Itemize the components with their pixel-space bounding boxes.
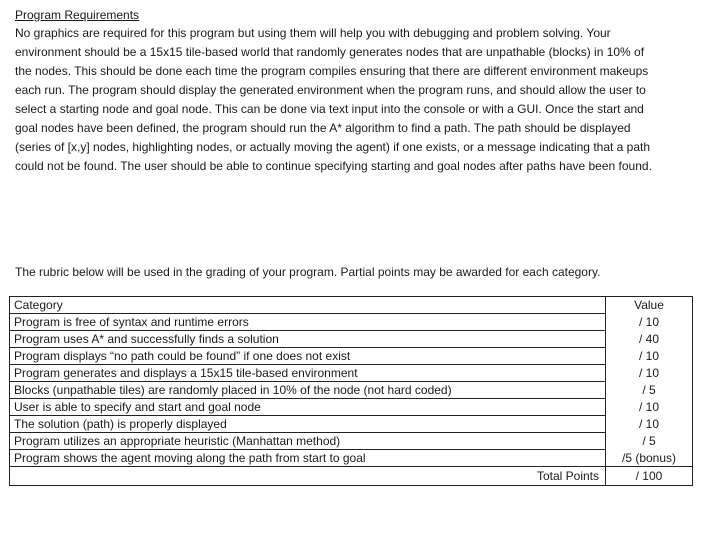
category-cell: User is able to specify and start and goal node bbox=[10, 399, 606, 416]
value-cell: / 10 bbox=[606, 399, 693, 416]
category-cell: Program shows the agent moving along the path from start to goal bbox=[10, 450, 606, 467]
table-row bbox=[10, 433, 693, 450]
category-cell: The solution (path) is properly displayed bbox=[10, 416, 606, 433]
paragraph-line: No graphics are required for this program but using them will help you with debugging and problem solving. Your bbox=[15, 26, 611, 40]
paragraph-line: select a starting node and goal node. This can be done via text input into the console or with a GUI. Once the start and bbox=[15, 102, 644, 116]
category-cell: Program utilizes an appropriate heuristic (Manhattan method) bbox=[10, 433, 606, 450]
paragraph-line: each run. The program should display the generated environment when the program runs, and should allow the user to bbox=[15, 83, 646, 97]
total-row bbox=[10, 467, 693, 486]
requirements-paragraph bbox=[15, 24, 705, 176]
table-row bbox=[10, 382, 693, 399]
table-row bbox=[10, 348, 693, 365]
table-row bbox=[10, 450, 693, 467]
value-cell: / 40 bbox=[606, 331, 693, 348]
value-cell: / 5 bbox=[606, 382, 693, 399]
table-row bbox=[10, 416, 693, 433]
total-label: Total Points bbox=[10, 467, 606, 486]
category-header: Category bbox=[10, 297, 606, 314]
table-row bbox=[10, 314, 693, 331]
value-cell: /5 (bonus) bbox=[606, 450, 693, 467]
category-cell: Blocks (unpathable tiles) are randomly placed in 10% of the node (not hard coded) bbox=[10, 382, 606, 399]
category-cell: Program displays “no path could be found” if one does not exist bbox=[10, 348, 606, 365]
paragraph-line: (series of [x,y] nodes, highlighting nodes, or actually moving the agent) if one exists, or a message indicating that a path bbox=[15, 140, 651, 154]
rubric-intro: The rubric below will be used in the grading of your program. Partial points may be awarded for each category. bbox=[15, 265, 601, 279]
category-cell: Program uses A* and successfully finds a solution bbox=[10, 331, 606, 348]
table-row bbox=[10, 399, 693, 416]
value-cell: / 10 bbox=[606, 314, 693, 331]
paragraph-line: goal nodes have been defined, the program should run the A* algorithm to find a path. The path should be displayed bbox=[15, 121, 631, 135]
table-row bbox=[10, 331, 693, 348]
category-cell: Program generates and displays a 15x15 tile-based environment bbox=[10, 365, 606, 382]
table-row bbox=[10, 365, 693, 382]
paragraph-line: environment should be a 15x15 tile-based world that randomly generates nodes that are unpathable (blocks) in 10% of bbox=[15, 45, 645, 59]
value-cell: / 10 bbox=[606, 348, 693, 365]
value-header: Value bbox=[606, 297, 693, 314]
value-cell: / 10 bbox=[606, 365, 693, 382]
category-cell: Program is free of syntax and runtime errors bbox=[10, 314, 606, 331]
value-cell: / 10 bbox=[606, 416, 693, 433]
requirements-heading: Program Requirements bbox=[15, 8, 140, 22]
total-value: / 100 bbox=[606, 467, 693, 486]
value-cell: / 5 bbox=[606, 433, 693, 450]
paragraph-line: the nodes. This should be done each time the program compiles ensuring that there are different environment makeups bbox=[15, 64, 649, 78]
rubric-table bbox=[9, 296, 693, 486]
table-header-row bbox=[10, 297, 693, 314]
paragraph-line: could not be found. The user should be able to continue specifying starting and goal nodes after paths have been found. bbox=[15, 159, 652, 173]
